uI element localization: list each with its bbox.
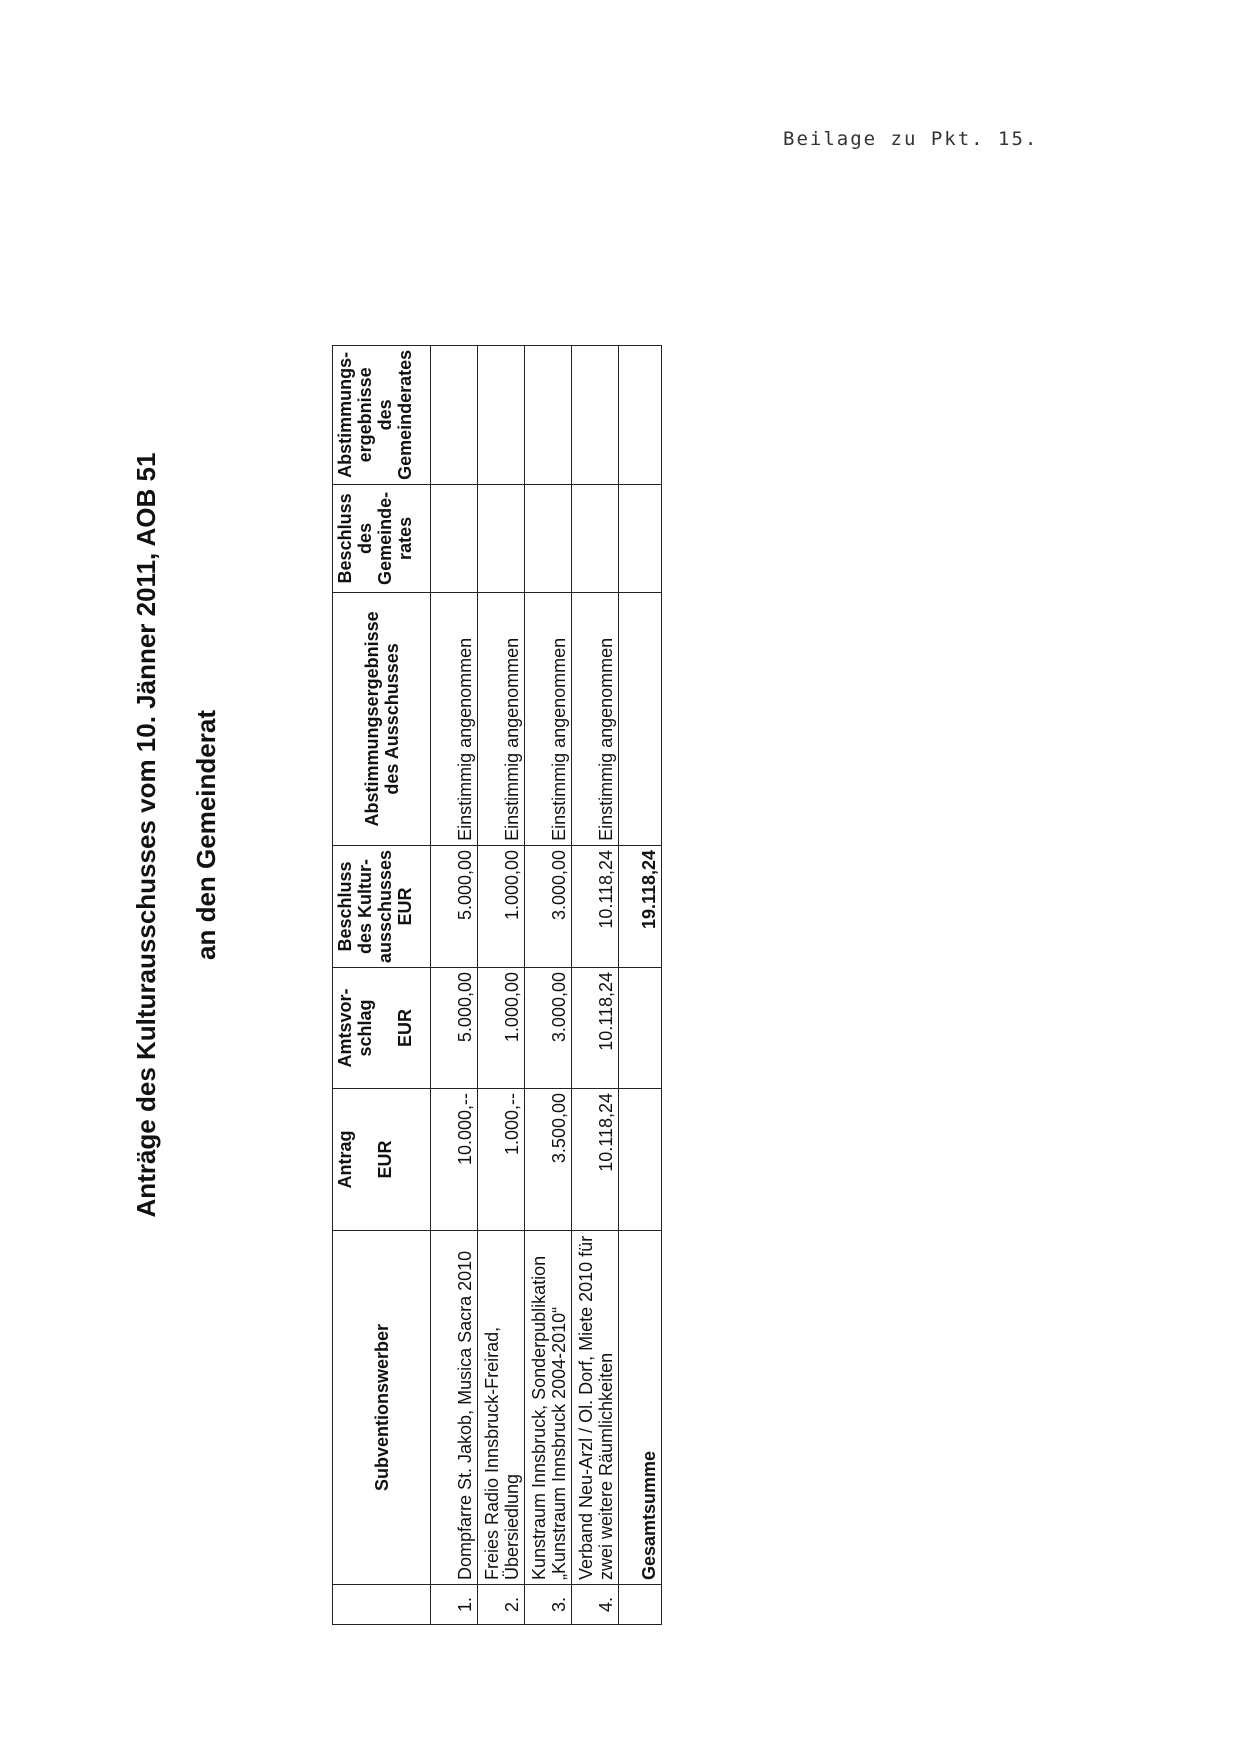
subsidy-table — [332, 345, 662, 1625]
total-beschluss: 19.118,24 — [619, 845, 662, 967]
row-abstimmung: Einstimmig angenommen — [431, 592, 478, 845]
table-row — [572, 345, 619, 1624]
row-amtsvorschlag: 5.000,00 — [431, 968, 478, 1089]
total-beschluss-gemeinderat — [619, 484, 662, 592]
row-beschluss-gemeinderat — [572, 484, 619, 592]
row-abstimmung-gemeinderat — [478, 345, 525, 484]
row-applicant: Verband Neu-Arzl / Ol. Dorf, Miete 2010 für zwei weitere Räumlichkeiten — [572, 1231, 619, 1585]
row-amtsvorschlag: 10.118,24 — [572, 968, 619, 1089]
row-beschluss: 3.000,00 — [525, 845, 572, 967]
row-abstimmung: Einstimmig angenommen — [572, 592, 619, 845]
row-applicant: Dompfarre St. Jakob, Musica Sacra 2010 — [431, 1231, 478, 1585]
row-amtsvorschlag: 3.000,00 — [525, 968, 572, 1089]
row-beschluss: 1.000,00 — [478, 845, 525, 967]
table-row — [478, 345, 525, 1624]
header-amtsvorschlag: Amtsvor-schlag EUR — [333, 968, 431, 1089]
row-abstimmung-gemeinderat — [572, 345, 619, 484]
row-abstimmung: Einstimmig angenommen — [478, 592, 525, 845]
row-beschluss-gemeinderat — [525, 484, 572, 592]
row-antrag: 3.500,00 — [525, 1089, 572, 1231]
header-antrag: Antrag EUR — [333, 1089, 431, 1231]
row-applicant: Kunstraum Innsbruck, Sonderpublikation „Kunstraum Innsbruck 2004-2010“ — [525, 1231, 572, 1585]
rotated-content — [130, 45, 1080, 1625]
row-abstimmung-gemeinderat — [525, 345, 572, 484]
row-number: 2. — [478, 1585, 525, 1625]
row-applicant: Freies Radio Innsbruck-Freirad, Übersiedlung — [478, 1231, 525, 1585]
header-beschluss-gemeinderat: Beschluss des Gemeinde-rates — [333, 484, 431, 592]
header-beschluss-ausschuss: Beschluss des Kultur-ausschusses EUR — [333, 845, 431, 967]
row-abstimmung: Einstimmig angenommen — [525, 592, 572, 845]
row-antrag: 10.000,-- — [431, 1089, 478, 1231]
total-abstimmung — [619, 592, 662, 845]
attachment-stamp: Beilage zu Pkt. 15. — [783, 128, 1039, 150]
page-title: Anträge des Kulturausschusses vom 10. Jänner 2011, AOB 51 — [131, 452, 161, 1218]
row-number: 1. — [431, 1585, 478, 1625]
table-row — [431, 345, 478, 1624]
row-number: 3. — [525, 1585, 572, 1625]
row-number: 4. — [572, 1585, 619, 1625]
row-beschluss-gemeinderat — [431, 484, 478, 592]
row-antrag: 10.118,24 — [572, 1089, 619, 1231]
header-nr — [333, 1585, 431, 1625]
header-abstimmung-gemeinderat: Abstimmungs-ergebnisse des Gemeinderates — [333, 345, 431, 484]
row-antrag: 1.000,-- — [478, 1089, 525, 1231]
total-row-number — [619, 1585, 662, 1625]
total-label: Gesamtsumme — [619, 1231, 662, 1585]
header-row — [333, 345, 431, 1624]
row-beschluss: 5.000,00 — [431, 845, 478, 967]
header-abstimmung-ausschuss: Abstimmungsergebnisse des Ausschusses — [333, 592, 431, 845]
total-antrag — [619, 1089, 662, 1231]
header-subventionswerber: Subventionswerber — [333, 1231, 431, 1585]
total-row — [619, 345, 662, 1624]
row-abstimmung-gemeinderat — [431, 345, 478, 484]
row-beschluss-gemeinderat — [478, 484, 525, 592]
total-amtsvorschlag — [619, 968, 662, 1089]
row-beschluss: 10.118,24 — [572, 845, 619, 967]
row-amtsvorschlag: 1.000,00 — [478, 968, 525, 1089]
table-row — [525, 345, 572, 1624]
total-abstimmung-gemeinderat — [619, 345, 662, 484]
page-subtitle: an den Gemeinderat — [191, 710, 221, 960]
